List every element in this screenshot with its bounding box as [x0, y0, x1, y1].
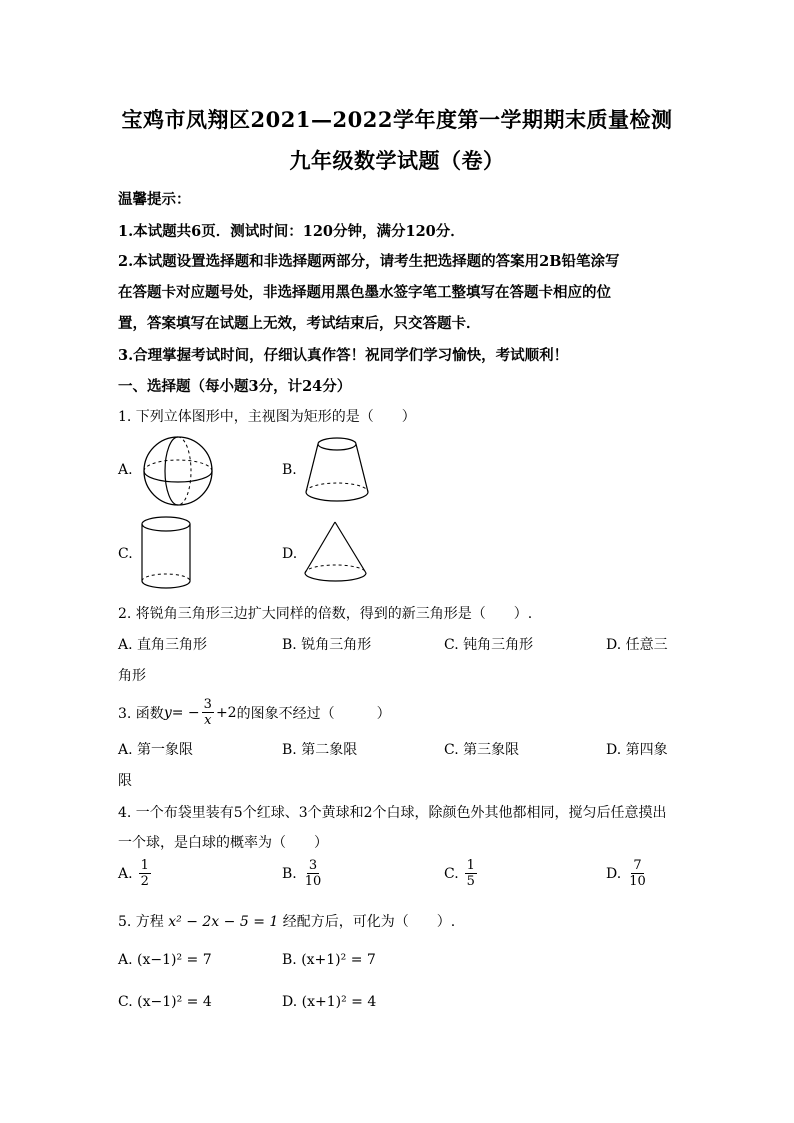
- q3-option-c: C. 第三象限: [444, 742, 520, 758]
- q3-option-d-wrap: 限: [118, 773, 132, 789]
- q3-eq: = −: [171, 704, 200, 721]
- q4-option-c: [444, 858, 479, 889]
- q2-option-b: B. 锐角三角形: [282, 637, 372, 653]
- q4-d-num: 7: [633, 858, 642, 873]
- q5-option-a: A. (x−1)² = 7: [118, 952, 212, 968]
- q3-var-y: y: [163, 704, 172, 721]
- q4-a-den: 2: [140, 874, 149, 889]
- q3-fraction-num: 3: [203, 697, 212, 712]
- q2-stem: 2. 将锐角三角形三边扩大同样的倍数，得到的新三角形是（ ）.: [118, 606, 533, 622]
- q4-c-num: 1: [466, 858, 475, 873]
- q1-option-d-label: D.: [282, 546, 298, 562]
- q3-stem: [118, 697, 391, 728]
- q2-option-c: C. 钝角三角形: [444, 637, 534, 653]
- tip-1: 1.本试题共6页．测试时间：120分钟，满分120分．: [118, 223, 465, 240]
- cylinder-figure: [140, 515, 196, 593]
- tips-heading: 温馨提示：: [118, 191, 191, 208]
- q4-stem-line1: 4. 一个布袋里装有5个红球、3个黄球和2个白球，除颜色外其他都相同，搅匀后任意摸出: [118, 805, 667, 821]
- tip-2-line1: 2.本试题设置选择题和非选择题两部分，请考生把选择题的答案用2B铅笔涂写: [118, 253, 620, 270]
- q5-stem-prefix: 5. 方程: [118, 914, 164, 930]
- q4-b-num: 3: [308, 858, 318, 873]
- q5-stem-suffix: 经配方后，可化为（ ）.: [282, 914, 456, 930]
- frustum-figure: [303, 436, 375, 504]
- tip-3: 3.合理掌握考试时间，仔细认真作答！祝同学们学习愉快，考试顺利！: [118, 347, 569, 364]
- q4-d-fraction: [627, 858, 648, 889]
- tip-2-line2: 在答题卡对应题号处，非选择题用黑色墨水签字笔工整填写在答题卡相应的位: [118, 284, 611, 301]
- q5-option-d: D. (x+1)² = 4: [282, 994, 377, 1010]
- q4-option-b: [282, 858, 325, 889]
- q4-a-fraction: [139, 858, 151, 889]
- q3-option-b: B. 第二象限: [282, 742, 358, 758]
- q3-fraction: [202, 697, 214, 728]
- q3-prefix: 3. 函数: [118, 705, 164, 722]
- q3-fraction-den: x: [204, 713, 212, 728]
- q5-equation: x² − 2x − 5 = 1: [168, 914, 279, 930]
- q4-b-den: 10: [304, 874, 322, 889]
- q3-plus: +2: [215, 704, 237, 721]
- q3-option-a: A. 第一象限: [118, 742, 194, 758]
- exam-subtitle: 九年级数学试题（卷）: [289, 148, 505, 173]
- q4-b-fraction: [303, 858, 324, 889]
- q4-b-label: B.: [282, 865, 297, 882]
- q4-a-num: 1: [140, 858, 149, 873]
- q4-a-label: A.: [118, 865, 133, 882]
- q1-option-a-label: A.: [118, 462, 133, 478]
- q2-option-d-wrap: 角形: [118, 668, 146, 684]
- q3-option-d: D. 第四象: [606, 742, 668, 758]
- q4-stem-line2: 一个球，是白球的概率为（ ）: [118, 835, 328, 851]
- q2-option-d: D. 任意三: [606, 637, 668, 653]
- q2-option-a: A. 直角三角形: [118, 637, 208, 653]
- q4-option-a: [118, 858, 153, 889]
- section-heading: 一、选择题（每小题3分，计24分）: [118, 378, 352, 395]
- q1-option-b-label: B.: [282, 462, 297, 478]
- sphere-figure: [140, 436, 220, 508]
- q5-option-b: B. (x+1)² = 7: [282, 952, 376, 968]
- tip-2-line3: 置，答案填写在试题上无效，考试结束后，只交答题卡．: [118, 315, 481, 332]
- cone-figure: [302, 520, 372, 586]
- q4-option-d: [606, 858, 650, 889]
- q4-c-den: 5: [466, 874, 475, 889]
- q4-d-den: 10: [629, 874, 646, 889]
- q3-suffix: 的图象不经过（ ）: [236, 705, 391, 722]
- q4-d-label: D.: [606, 865, 622, 882]
- q4-c-label: C.: [444, 865, 459, 882]
- q1-stem: 1. 下列立体图形中，主视图为矩形的是（ ）: [118, 409, 416, 425]
- exam-title: 宝鸡市凤翔区2021—2022学年度第一学期期末质量检测: [121, 107, 673, 132]
- q4-c-fraction: [465, 858, 477, 889]
- q5-stem: [118, 911, 455, 931]
- q5-option-c: C. (x−1)² = 4: [118, 994, 212, 1010]
- q1-option-c-label: C.: [118, 546, 133, 562]
